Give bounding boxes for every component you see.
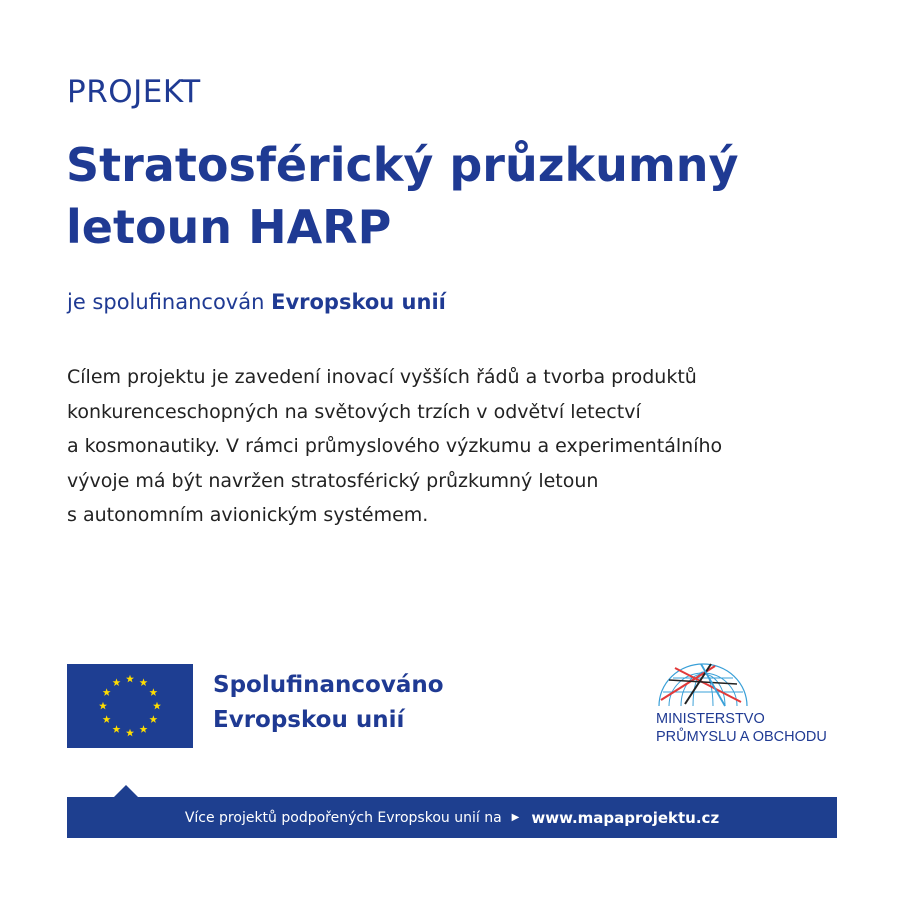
ministry-logo-text [656, 710, 827, 746]
eu-star-icon [140, 725, 148, 733]
cofinancing-statement [67, 290, 446, 314]
eu-star-icon [126, 729, 134, 737]
eu-star-icon [149, 688, 157, 696]
cofinancing-emphasis: Evropskou unií [271, 290, 446, 314]
description-line: Cílem projektu je zavedení inovací vyšších řádů a tvorba produktů [67, 366, 697, 388]
section-label: PROJEKT [67, 74, 201, 110]
eu-label-line-2: Evropskou unií [213, 707, 405, 733]
eu-star-icon [103, 715, 111, 723]
description-line: a kosmonautiky. V rámci průmyslového výzkumu a experimentálního [67, 435, 723, 457]
ministry-globe-icon [655, 660, 750, 708]
project-title-line-2: letoun HARP [66, 200, 392, 254]
ministry-line-1: MINISTERSTVO [656, 711, 765, 727]
cofinancing-prefix: je spolufinancován [67, 290, 265, 314]
description-line: konkurenceschopných na světových trzích v odvětví letectví [67, 400, 641, 423]
eu-cofinanced-label [213, 668, 444, 738]
eu-star-icon [140, 678, 148, 686]
eu-star-icon [149, 715, 157, 723]
project-title [66, 134, 846, 258]
triangle-right-icon: ▶ [511, 812, 520, 823]
eu-star-icon [113, 725, 121, 733]
description-line: vývoje má být navržen stratosférický průzkumný letoun [67, 469, 599, 492]
eu-flag-icon [67, 664, 193, 748]
eu-star-icon [153, 702, 161, 710]
eu-star-icon [126, 675, 134, 683]
project-title-line-1: Stratosférický průzkumný [66, 138, 739, 192]
eu-star-icon [99, 702, 107, 710]
description-line: s autonomním avionickým systémem. [67, 504, 429, 526]
eu-star-icon [113, 678, 121, 686]
eu-star-icon [103, 688, 111, 696]
footer-text: Více projektů podpořených Evropskou unií na [184, 809, 502, 826]
eu-label-line-1: Spolufinancováno [213, 672, 444, 698]
footer-url-link[interactable]: www.mapaprojektu.cz [531, 808, 720, 827]
footer-bar [67, 797, 837, 838]
ministry-line-2: PRŮMYSLU A OBCHODU [656, 729, 827, 745]
project-description [67, 360, 847, 533]
